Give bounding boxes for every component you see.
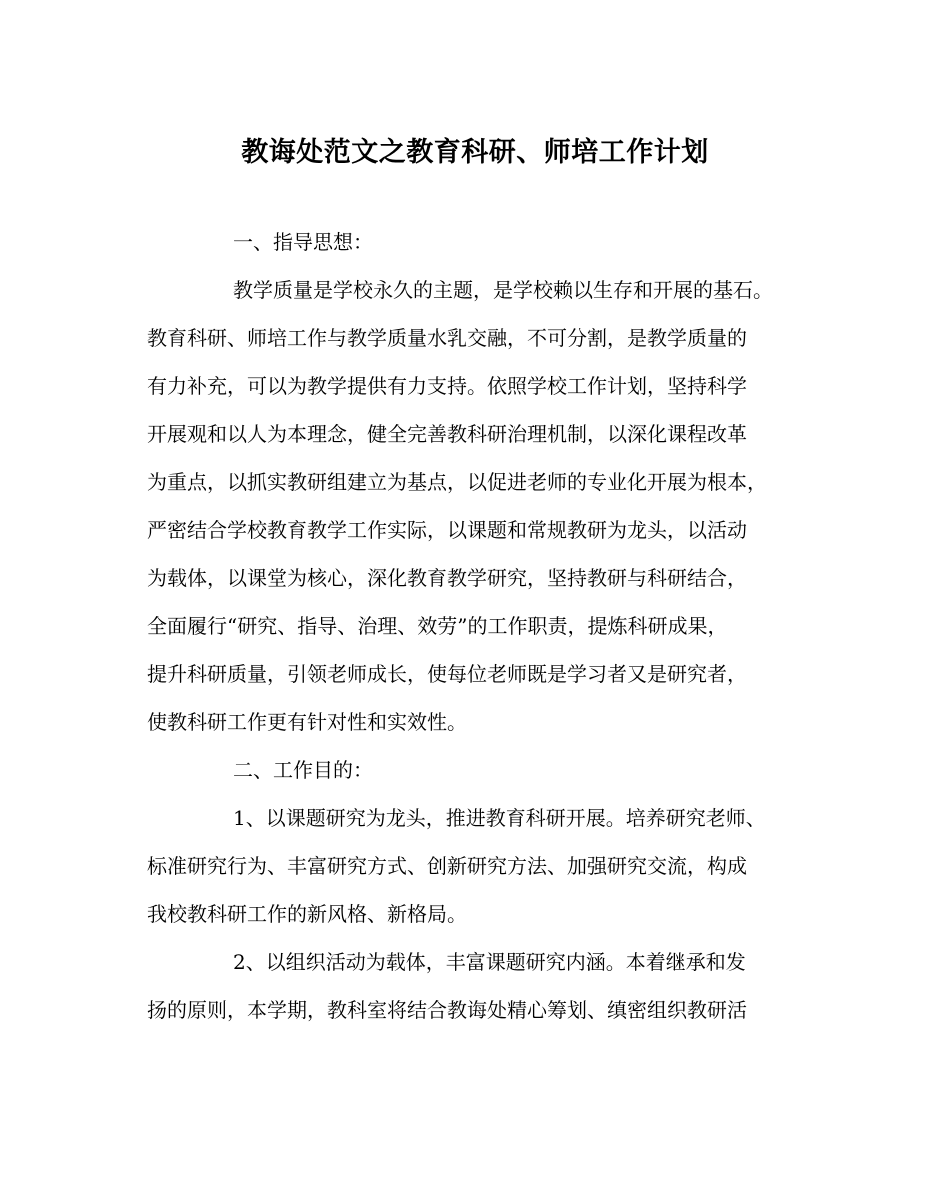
text-line: 开展观和以人为本理念，健全完善教科研治理机制，以深化课程改革 bbox=[147, 422, 747, 446]
text-line: 有力补充，可以为教学提供有力支持。依照学校工作计划，坚持科学 bbox=[147, 374, 747, 398]
text-line: 二、工作目的： bbox=[233, 758, 373, 782]
text-line: 教育科研、师培工作与教学质量水乳交融，不可分割，是教学质量的 bbox=[147, 326, 747, 350]
text-line: 扬的原则，本学期，教科室将结合教诲处精心筹划、缜密组织教研活 bbox=[147, 998, 747, 1022]
text-line: 全面履行“研究、指导、治理、效劳”的工作职责，提炼科研成果， bbox=[147, 614, 728, 638]
paragraph-goal-2 bbox=[147, 938, 817, 1034]
text-line: 教学质量是学校永久的主题，是学校赖以生存和开展的基石。 bbox=[233, 278, 773, 302]
text-line: 标准研究行为、丰富研究方式、创新研究方法、加强研究交流，构成 bbox=[147, 854, 747, 878]
text-line: 一、指导思想： bbox=[233, 230, 373, 254]
text-line: 我校教科研工作的新风格、新格局。 bbox=[147, 902, 467, 926]
paragraph-guiding-thought bbox=[147, 266, 817, 746]
section-heading-work-goals bbox=[147, 746, 817, 794]
text-line: 1、以课题研究为龙头，推进教育科研开展。培养研究老师、 bbox=[233, 806, 766, 830]
document-title: 教诲处范文之教育科研、师培工作计划 bbox=[241, 137, 709, 168]
paragraph-goal-1 bbox=[147, 794, 817, 938]
text-line: 2、以组织活动为载体，丰富课题研究内涵。本着继承和发 bbox=[233, 950, 746, 974]
text-line: 严密结合学校教育教学工作实际，以课题和常规教研为龙头，以活动 bbox=[147, 518, 747, 542]
text-line: 为载体，以课堂为核心，深化教育教学研究，坚持教研与科研结合， bbox=[147, 566, 747, 590]
text-line: 使教科研工作更有针对性和实效性。 bbox=[147, 710, 467, 734]
section-heading-guiding-thought bbox=[147, 218, 817, 266]
document-body bbox=[147, 218, 817, 1034]
text-line: 提升科研质量，引领老师成长，使每位老师既是学习者又是研究者， bbox=[147, 662, 747, 686]
text-line: 为重点，以抓实教研组建立为基点，以促进老师的专业化开展为根本， bbox=[147, 470, 767, 494]
